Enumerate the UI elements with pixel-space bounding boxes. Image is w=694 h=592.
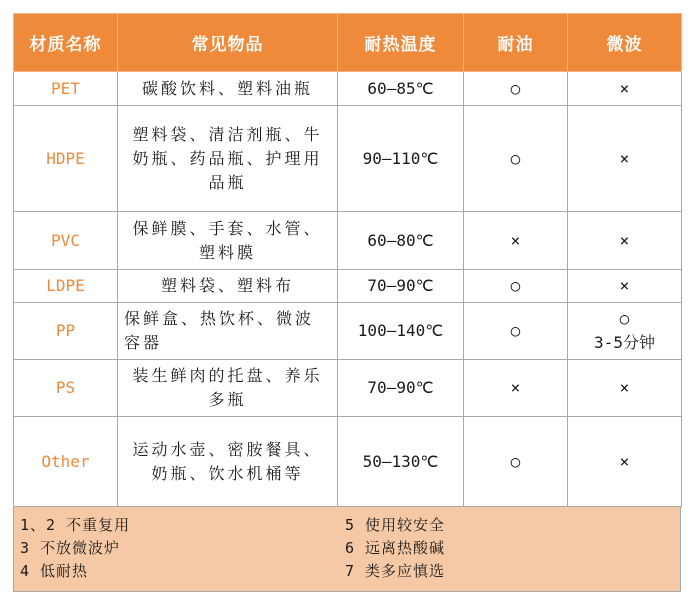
- temp-cell: 70—90℃: [338, 360, 464, 417]
- header-oil: 耐油: [464, 14, 568, 72]
- items-cell: 装生鲜肉的托盘、养乐多瓶: [118, 360, 338, 417]
- plastic-materials-table: [13, 13, 682, 507]
- microwave-cell: ×: [568, 106, 682, 212]
- material-cell: Other: [14, 417, 118, 507]
- header-items: 常见物品: [118, 14, 338, 72]
- oil-cell: ○: [464, 303, 568, 360]
- legend-item: 6 远离热酸碱: [345, 539, 446, 557]
- items-cell: 运动水壶、密胺餐具、奶瓶、饮水机桶等: [118, 417, 338, 507]
- legend-right-column: [345, 514, 445, 583]
- table-row: [14, 270, 682, 303]
- legend-item: 1、2 不重复用: [20, 516, 131, 534]
- oil-cell: ×: [464, 212, 568, 270]
- temp-cell: 60—85℃: [338, 72, 464, 106]
- table-row: [14, 106, 682, 212]
- legend-item: 3 不放微波炉: [20, 539, 121, 557]
- temp-cell: 60—80℃: [338, 212, 464, 270]
- temp-cell: 70—90℃: [338, 270, 464, 303]
- header-temp: 耐热温度: [338, 14, 464, 72]
- temp-cell: 100—140℃: [338, 303, 464, 360]
- microwave-symbol: ○: [619, 309, 630, 328]
- microwave-cell: ×: [568, 270, 682, 303]
- legend-item: 4 低耐热: [20, 562, 89, 580]
- header-microwave: 微波: [568, 14, 682, 72]
- legend-footer: [13, 507, 681, 592]
- material-cell: PP: [14, 303, 118, 360]
- material-cell: PS: [14, 360, 118, 417]
- microwave-cell: ×: [568, 212, 682, 270]
- oil-cell: ○: [464, 417, 568, 507]
- temp-cell: 50—130℃: [338, 417, 464, 507]
- material-cell: HDPE: [14, 106, 118, 212]
- table-row: [14, 212, 682, 270]
- items-cell: 塑料袋、清洁剂瓶、牛奶瓶、药品瓶、护理用品瓶: [118, 106, 338, 212]
- table-row: [14, 303, 682, 360]
- material-cell: PVC: [14, 212, 118, 270]
- microwave-cell: ×: [568, 360, 682, 417]
- legend-item: 5 使用较安全: [345, 516, 446, 534]
- legend-item: 7 类多应慎选: [345, 562, 446, 580]
- oil-cell: ○: [464, 72, 568, 106]
- microwave-note: 3-5分钟: [594, 333, 655, 352]
- oil-cell: ×: [464, 360, 568, 417]
- plastic-table-wrapper: [13, 13, 681, 592]
- items-cell: 塑料袋、塑料布: [118, 270, 338, 303]
- table-header-row: [14, 14, 682, 72]
- table-row: [14, 417, 682, 507]
- microwave-cell: ×: [568, 72, 682, 106]
- table-row: [14, 72, 682, 106]
- items-cell: 保鲜盒、热饮杯、微波容器: [118, 303, 338, 360]
- legend-left-column: [20, 514, 130, 583]
- material-cell: LDPE: [14, 270, 118, 303]
- microwave-cell: [568, 303, 682, 360]
- microwave-cell: ×: [568, 417, 682, 507]
- temp-cell: 90—110℃: [338, 106, 464, 212]
- table-row: [14, 360, 682, 417]
- material-cell: PET: [14, 72, 118, 106]
- items-cell: 碳酸饮料、塑料油瓶: [118, 72, 338, 106]
- header-material: 材质名称: [14, 14, 118, 72]
- items-cell: 保鲜膜、手套、水管、塑料膜: [118, 212, 338, 270]
- oil-cell: ○: [464, 270, 568, 303]
- oil-cell: ○: [464, 106, 568, 212]
